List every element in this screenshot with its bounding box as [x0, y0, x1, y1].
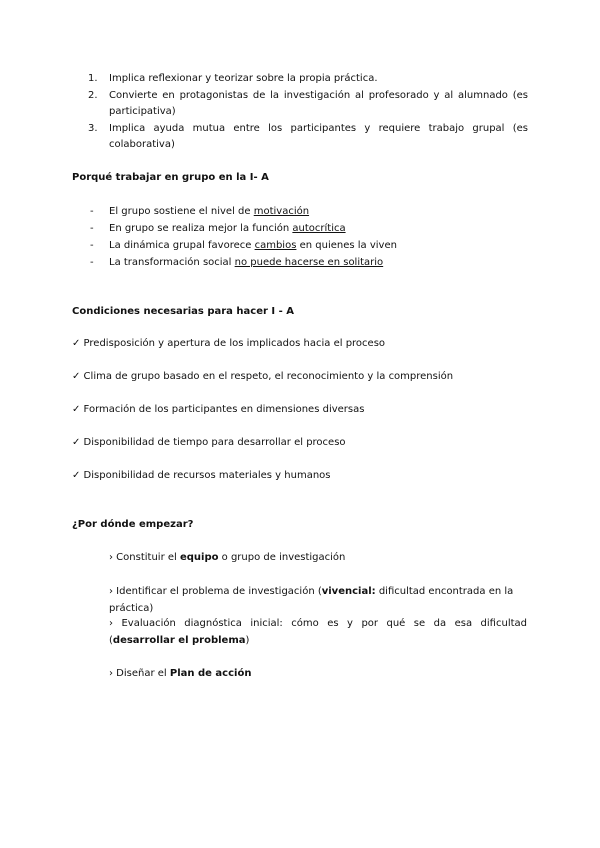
- item-text: En grupo se realiza mejor la función: [109, 223, 293, 234]
- item-text: La transformación social: [109, 257, 235, 268]
- item-text-after: en quienes la viven: [296, 240, 397, 251]
- numbered-item: [88, 71, 528, 87]
- condition-item: ✓ Formación de los participantes en dimensiones diversas: [72, 404, 365, 415]
- numbered-item: [88, 88, 528, 120]
- step-bold-term: Plan de acción: [169, 668, 252, 679]
- dash-bullet: -: [90, 206, 94, 217]
- condition-item: ✓ Disponibilidad de recursos materiales y humanos: [72, 470, 331, 481]
- dash-bullet: -: [90, 223, 94, 234]
- underlined-term: no puede hacerse en solitario: [234, 257, 384, 268]
- item-number: 2.: [88, 90, 98, 101]
- dash-bullet: -: [90, 240, 94, 251]
- item-number: 1.: [88, 73, 98, 84]
- start-step: [109, 583, 527, 617]
- conditions-section-heading: Condiciones necesarias para hacer I - A: [72, 306, 294, 317]
- item-number: 3.: [88, 123, 98, 134]
- group-section-heading: Porqué trabajar en grupo en la I- A: [72, 172, 269, 183]
- condition-item: ✓ Clima de grupo basado en el respeto, el reconocimiento y la comprensión: [72, 371, 454, 382]
- step-text: › Constituir el: [109, 552, 180, 563]
- step-text: › Diseñar el: [109, 668, 170, 679]
- underlined-term: motivación: [253, 206, 310, 217]
- list-item: [88, 203, 397, 220]
- step-bold-term: equipo: [179, 552, 219, 563]
- item-text: Implica reflexionar y teorizar sobre la propia práctica.: [109, 73, 378, 84]
- start-step: [109, 615, 527, 649]
- underlined-term: cambios: [254, 240, 297, 251]
- group-reasons-list: [88, 203, 397, 271]
- condition-item: ✓ Predisposición y apertura de los implicados hacia el proceso: [72, 338, 386, 349]
- start-step: [109, 549, 527, 566]
- numbered-item: [88, 121, 528, 153]
- item-text: La dinámica grupal favorece: [109, 240, 255, 251]
- step-bold-term: desarrollar el problema: [112, 635, 246, 646]
- numbered-list: [88, 71, 528, 153]
- list-item: [88, 254, 397, 271]
- list-item: [88, 237, 397, 254]
- start-section-heading: ¿Por dónde empezar?: [72, 519, 194, 530]
- step-bold-term: vivencial:: [321, 586, 376, 597]
- step-text: › Identificar el problema de investigación (: [109, 586, 322, 597]
- condition-item: ✓ Disponibilidad de tiempo para desarrollar el proceso: [72, 437, 346, 448]
- item-text: Implica ayuda mutua entre los participantes y requiere trabajo grupal (es colaborativa): [109, 123, 528, 150]
- list-item: [88, 220, 397, 237]
- step-text: › Evaluación diagnóstica inicial: cómo es y por qué se da esa dificultad (: [109, 618, 527, 646]
- step-text-after: dificultad encontrada en la práctica): [109, 586, 514, 614]
- step-text-after: ): [245, 635, 250, 646]
- item-text: El grupo sostiene el nivel de: [109, 206, 254, 217]
- item-text: Convierte en protagonistas de la investigación al profesorado y al alumnado (es participativa): [109, 90, 528, 117]
- step-text-after: o grupo de investigación: [218, 552, 346, 563]
- underlined-term: autocrítica: [292, 223, 346, 234]
- dash-bullet: -: [90, 257, 94, 268]
- start-step: [109, 665, 527, 682]
